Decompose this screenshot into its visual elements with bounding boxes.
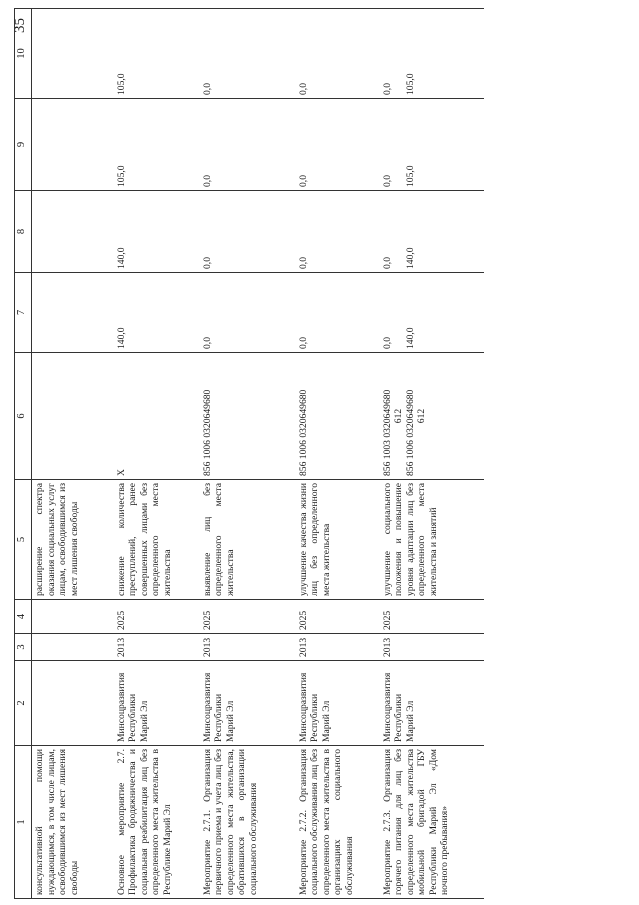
responsible-executor: Минсоцразвития Республики Марий Эл	[296, 661, 380, 746]
expected-result: снижение количества преступлений, ранее совершенных лицами без определенного места жительства	[114, 480, 200, 600]
financing-value	[32, 9, 114, 99]
responsible-executor	[32, 661, 114, 746]
budget-code	[32, 353, 114, 480]
financing-value: 0,0	[296, 99, 380, 191]
financing-value: 0,0	[296, 273, 380, 353]
budget-code-line: 612	[416, 408, 428, 424]
financing-value	[32, 273, 114, 353]
column-number-header	[15, 9, 32, 899]
financing-value: 0,0	[200, 9, 296, 99]
budget-code-line: 856 1003 0320649680	[381, 389, 393, 476]
expected-result: улучшение социального положения и повышение уровня адаптации лиц без определенного места жительства и занятий	[380, 480, 484, 600]
expected-result: выявление лиц без определенного места жительства	[200, 480, 296, 600]
financing-value	[32, 99, 114, 191]
budget-code	[380, 353, 484, 480]
financing-value	[380, 273, 484, 353]
measure-name: Мероприятие 2.7.3. Организация горячего питания для лиц без определенного места жительства мобильной бригадой ГБУ Республики Марий Эл «Дом ночного пребывания»	[380, 746, 484, 899]
financing-value-line: 0,0	[381, 83, 393, 95]
budget-code: 856 1006 0320649680	[296, 353, 380, 480]
start-year	[32, 634, 114, 661]
financing-value	[380, 191, 484, 273]
expected-result: расширение спектра оказания социальных услуг лицам, освободившимся из мест лишения свободы	[32, 480, 114, 600]
financing-value: 0,0	[296, 191, 380, 273]
financing-value: 140,0	[114, 191, 200, 273]
column-number: 7	[15, 273, 32, 353]
financing-value	[380, 9, 484, 99]
financing-value-line: 140,0	[404, 247, 416, 269]
program-table	[14, 8, 484, 899]
measure-name: Мероприятие 2.7.2. Организация социального обслуживания лиц без определенного места жительства в организациях социального обслуживания	[296, 746, 380, 899]
financing-value: 105,0	[114, 9, 200, 99]
budget-code: 856 1006 0320649680	[200, 353, 296, 480]
end-year: 2025	[380, 600, 484, 634]
column-number: 2	[15, 661, 32, 746]
budget-code: X	[114, 353, 200, 480]
measure-name: Основное мероприятие 2.7. Профилактика бродяжничества и социальная реабилитация лиц без определенного места жительства в Республике Марий Эл	[114, 746, 200, 899]
column-number: 8	[15, 191, 32, 273]
table-row	[114, 9, 200, 899]
page-number: 35	[12, 18, 28, 33]
responsible-executor: Минсоцразвития Республики Марий Эл	[114, 661, 200, 746]
column-number: 10	[15, 9, 32, 99]
end-year	[32, 600, 114, 634]
financing-value: 105,0	[114, 99, 200, 191]
start-year: 2013	[200, 634, 296, 661]
budget-code-line: 856 1006 0320649680	[404, 389, 416, 476]
financing-value-line: 0,0	[381, 175, 393, 187]
column-number: 5	[15, 480, 32, 600]
financing-value: 0,0	[200, 191, 296, 273]
start-year: 2013	[296, 634, 380, 661]
column-number: 1	[15, 746, 32, 899]
start-year: 2013	[114, 634, 200, 661]
financing-value-line: 0,0	[381, 337, 393, 349]
financing-value: 0,0	[296, 9, 380, 99]
financing-value-line: 105,0	[404, 73, 416, 95]
expected-result: улучшение качества жизни лиц без определенного места жительства	[296, 480, 380, 600]
financing-value-line: 0,0	[381, 257, 393, 269]
financing-value	[380, 99, 484, 191]
measure-name: консультативной помощи нуждающимся, в том числе лицам, освободившимся из мест лишения свободы	[32, 746, 114, 899]
column-number: 3	[15, 634, 32, 661]
responsible-executor: Минсоцразвития Республики Марий Эл	[380, 661, 484, 746]
financing-value: 0,0	[200, 273, 296, 353]
financing-value	[32, 191, 114, 273]
financing-value-line: 140,0	[404, 327, 416, 349]
start-year: 2013	[380, 634, 484, 661]
table-row	[296, 9, 380, 899]
financing-value: 0,0	[200, 99, 296, 191]
end-year: 2025	[200, 600, 296, 634]
financing-value: 140,0	[114, 273, 200, 353]
responsible-executor: Минсоцразвития Республики Марий Эл	[200, 661, 296, 746]
column-number: 9	[15, 99, 32, 191]
table-row	[200, 9, 296, 899]
column-number: 6	[15, 353, 32, 480]
end-year: 2025	[114, 600, 200, 634]
measure-name: Мероприятие 2.7.1. Организация первичного приема и учета лиц без определенного места жительства, обратившихся в организации социального обслуживания	[200, 746, 296, 899]
column-number: 4	[15, 600, 32, 634]
table-row	[32, 9, 114, 899]
financing-value-line: 105,0	[404, 165, 416, 187]
table-row	[380, 9, 484, 899]
end-year: 2025	[296, 600, 380, 634]
budget-code-line: 612	[393, 408, 405, 424]
